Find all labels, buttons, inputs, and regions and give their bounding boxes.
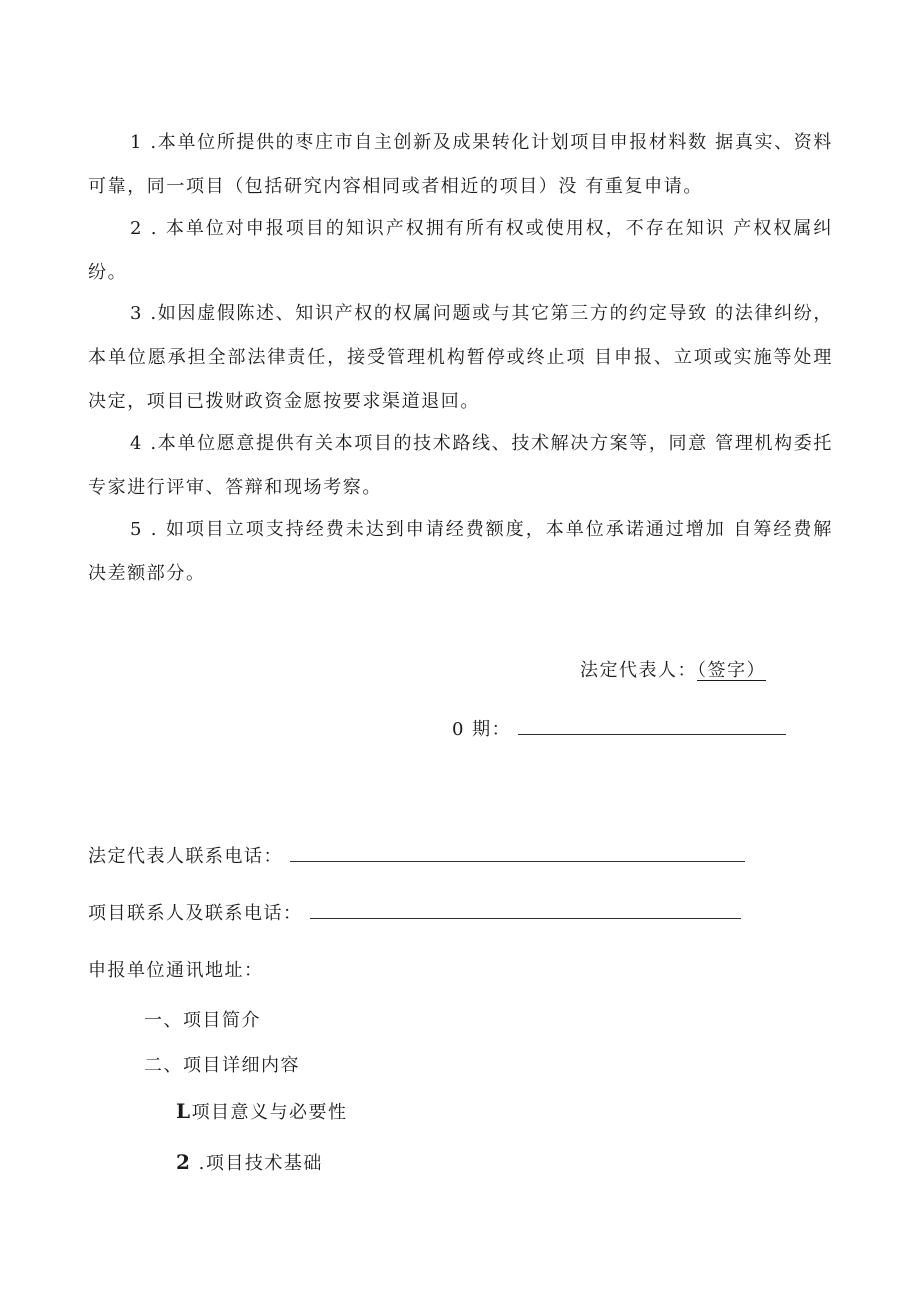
commitment-1 — [88, 121, 833, 209]
outline-sub-1 — [176, 1098, 348, 1124]
project-contact-line — [88, 899, 741, 925]
outline-sub-2 — [176, 1149, 323, 1175]
commitment-1-text: .本单位所提供的枣庄市自主创新及成果转化计划项目申报材料数 据真实、资料可靠，同一项目（包括研究内容相同或者相近的项目）没 有重复申请。 — [88, 132, 833, 197]
project-contact-field[interactable] — [310, 900, 741, 919]
commitment-1-number: 1 — [130, 132, 144, 153]
commitment-2-number: 2 — [130, 218, 144, 239]
commitment-2 — [88, 207, 833, 295]
legal-rep-signature — [580, 656, 766, 682]
commitment-4-number: 4 — [130, 433, 144, 454]
commitment-4-text: .本单位愿意提供有关本项目的技术路线、技术解决方案等，同意 管理机构委托专家进行评审、答辩和现场考察。 — [88, 433, 833, 498]
legal-rep-sign-field[interactable]: （签字） — [697, 660, 766, 681]
commitment-4 — [88, 422, 833, 510]
outline-sub-2-text: .项目技术基础 — [191, 1153, 323, 1174]
commitment-3-number: 3 — [130, 303, 144, 324]
address-line — [88, 956, 264, 982]
commitment-5 — [88, 508, 833, 596]
address-label: 申报单位通讯地址： — [88, 960, 264, 981]
legal-rep-label: 法定代表人： — [580, 660, 697, 681]
rep-phone-label: 法定代表人联系电话： — [88, 846, 283, 867]
project-contact-label: 项目联系人及联系电话： — [88, 903, 303, 924]
commitment-2-text: . 本单位对申报项目的知识产权拥有所有权或使用权，不存在知识 产权权属纠纷。 — [88, 218, 833, 283]
commitment-5-text: . 如项目立项支持经费未达到申请经费额度，本单位承诺通过增加 自筹经费解决差额部分。 — [88, 519, 833, 584]
outline-sub-1-text: 项目意义与必要性 — [191, 1102, 348, 1123]
outline-item-2: 二、项目详细内容 — [144, 1055, 300, 1076]
commitment-5-number: 5 — [130, 519, 144, 540]
date-label: 0 期： — [452, 719, 512, 740]
outline-sub-1-prefix: L — [176, 1099, 192, 1123]
outline-item-1: 一、项目简介 — [144, 1010, 261, 1031]
date-field[interactable] — [518, 716, 786, 735]
commitment-3-text: .如因虚假陈述、知识产权的权属问题或与其它第三方的约定导致 的法律纠纷，本单位愿承担全部法律责任，接受管理机构暂停或终止项 目申报、立项或实施等处理决定，项目已拨财政资金愿按要求渠道退回。 — [88, 303, 833, 412]
rep-phone-line — [88, 842, 745, 868]
outline-sub-2-prefix: 2 — [176, 1150, 192, 1174]
rep-phone-field[interactable] — [290, 843, 745, 862]
commitment-3 — [88, 292, 833, 424]
date-line — [452, 715, 786, 741]
